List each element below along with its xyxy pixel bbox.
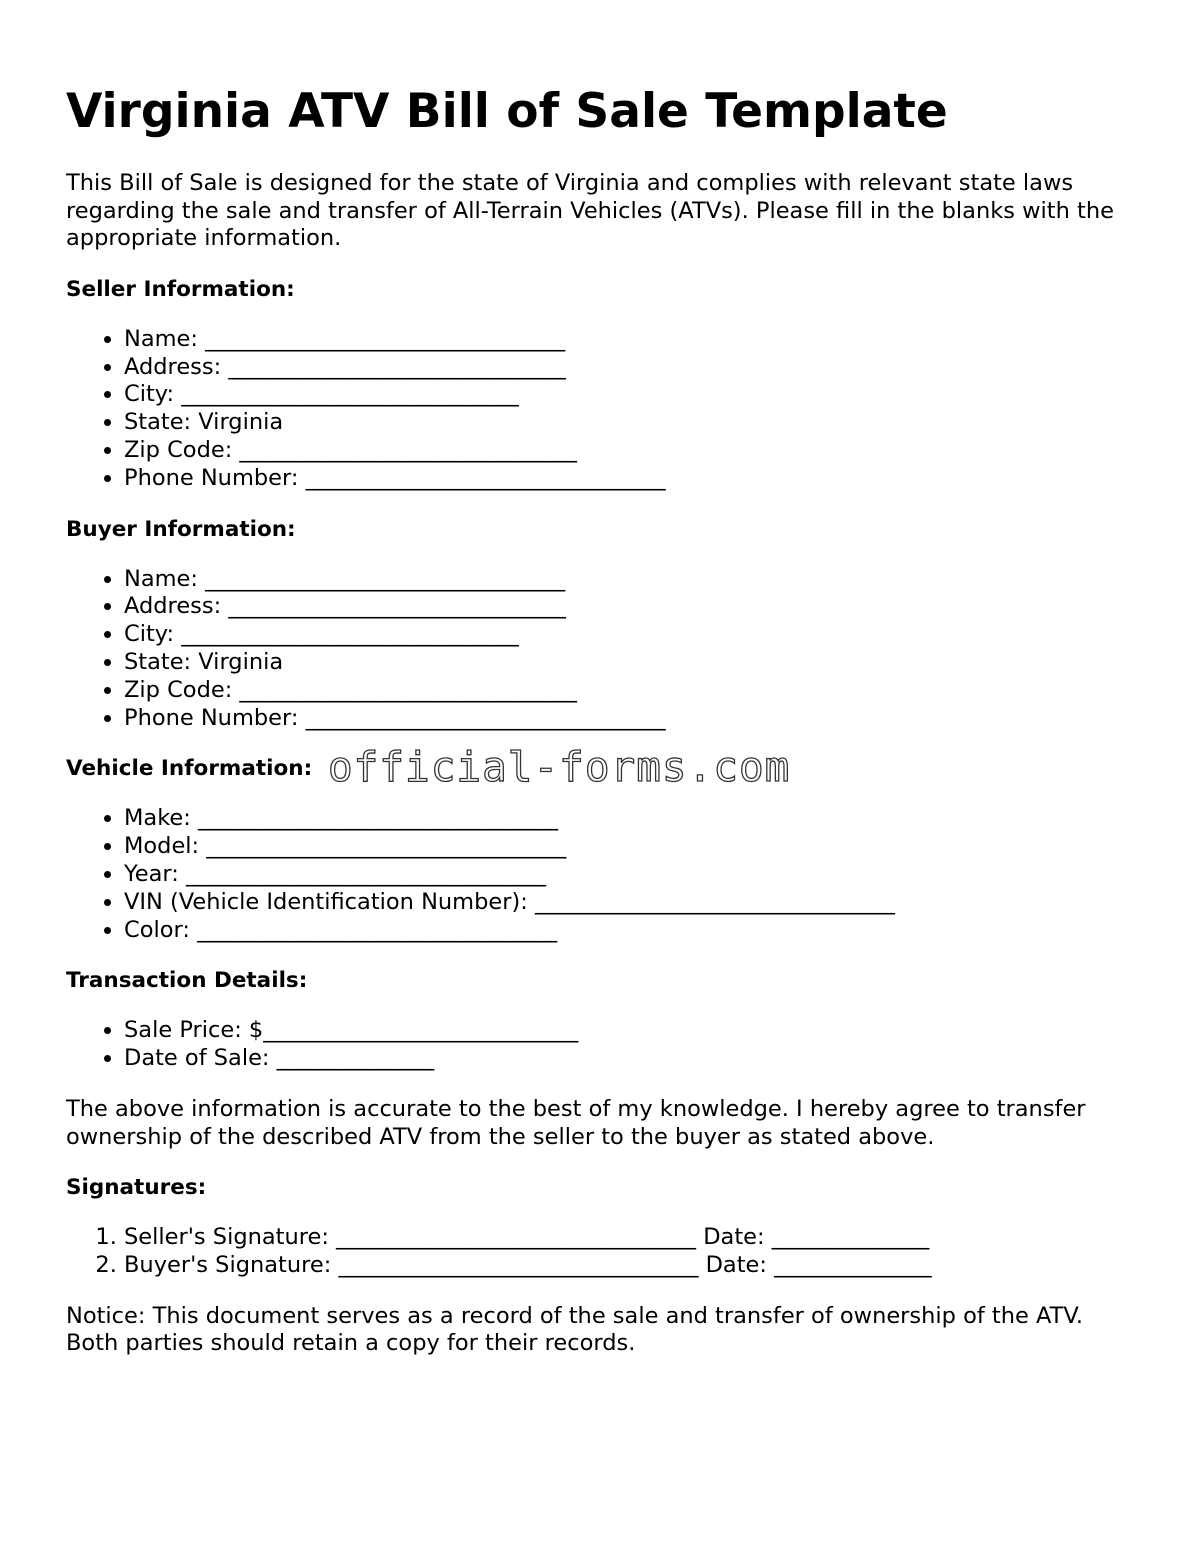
transaction-heading: Transaction Details: — [66, 968, 308, 994]
notice-paragraph: Notice: This document serves as a record of the sale and transfer of ownership of the ATV. Both parties should retain a copy for their records. — [66, 1302, 1084, 1357]
intro-paragraph: This Bill of Sale is designed for the state of Virginia and complies with relevant state laws regarding the sale and transfer of All-Terrain Vehicles (ATVs). Please fill in the blanks with the appropriate information. — [66, 170, 1114, 252]
seller-address-field: • Address: ______________________________ — [124, 354, 1136, 382]
sale-price-field: • Sale Price: $____________________________ — [124, 1017, 1136, 1045]
seller-signature-line: 1. Seller's Signature: ________________________________ Date: ______________ — [124, 1224, 1136, 1252]
signatures-list — [66, 1224, 1136, 1280]
buyer-phone-field: • Phone Number: ________________________________ — [124, 705, 1136, 733]
transaction-list — [66, 1017, 1136, 1073]
document-page — [66, 82, 1136, 1381]
sale-date-field: • Date of Sale: ______________ — [124, 1045, 1136, 1073]
vehicle-color-field: • Color: ________________________________ — [124, 917, 1136, 945]
buyer-heading: Buyer Information: — [66, 516, 296, 542]
vehicle-heading-row — [66, 743, 1136, 792]
seller-city-field: • City: ______________________________ — [124, 381, 1136, 409]
document-title: Virginia ATV Bill of Sale Template — [66, 84, 948, 139]
signatures-heading: Signatures: — [66, 1175, 207, 1201]
buyer-zip-field: • Zip Code: ______________________________ — [124, 677, 1136, 705]
buyer-state-field: • State: Virginia — [124, 649, 1136, 677]
vehicle-list — [66, 805, 1136, 944]
seller-list — [66, 326, 1136, 493]
agreement-paragraph: The above information is accurate to the best of my knowledge. I hereby agree to transfer ownership of the described ATV from the seller to the buyer as stated above. — [66, 1095, 1086, 1150]
buyer-city-field: • City: ______________________________ — [124, 621, 1136, 649]
buyer-name-field: • Name: ________________________________ — [124, 566, 1136, 594]
seller-zip-field: • Zip Code: ______________________________ — [124, 437, 1136, 465]
vehicle-vin-field: • VIN (Vehicle Identification Number): ________________________________ — [124, 889, 1136, 917]
seller-heading: Seller Information: — [66, 276, 295, 302]
buyer-list — [66, 566, 1136, 733]
vehicle-heading: Vehicle Information: — [66, 756, 313, 782]
seller-name-field: • Name: ________________________________ — [124, 326, 1136, 354]
vehicle-year-field: • Year: ________________________________ — [124, 861, 1136, 889]
seller-phone-field: • Phone Number: ________________________________ — [124, 465, 1136, 493]
watermark: official-forms.com — [328, 743, 791, 792]
vehicle-make-field: • Make: ________________________________ — [124, 805, 1136, 833]
buyer-address-field: • Address: ______________________________ — [124, 593, 1136, 621]
seller-state-field: • State: Virginia — [124, 409, 1136, 437]
vehicle-model-field: • Model: ________________________________ — [124, 833, 1136, 861]
buyer-signature-line: 2. Buyer's Signature: ________________________________ Date: ______________ — [124, 1252, 1136, 1280]
